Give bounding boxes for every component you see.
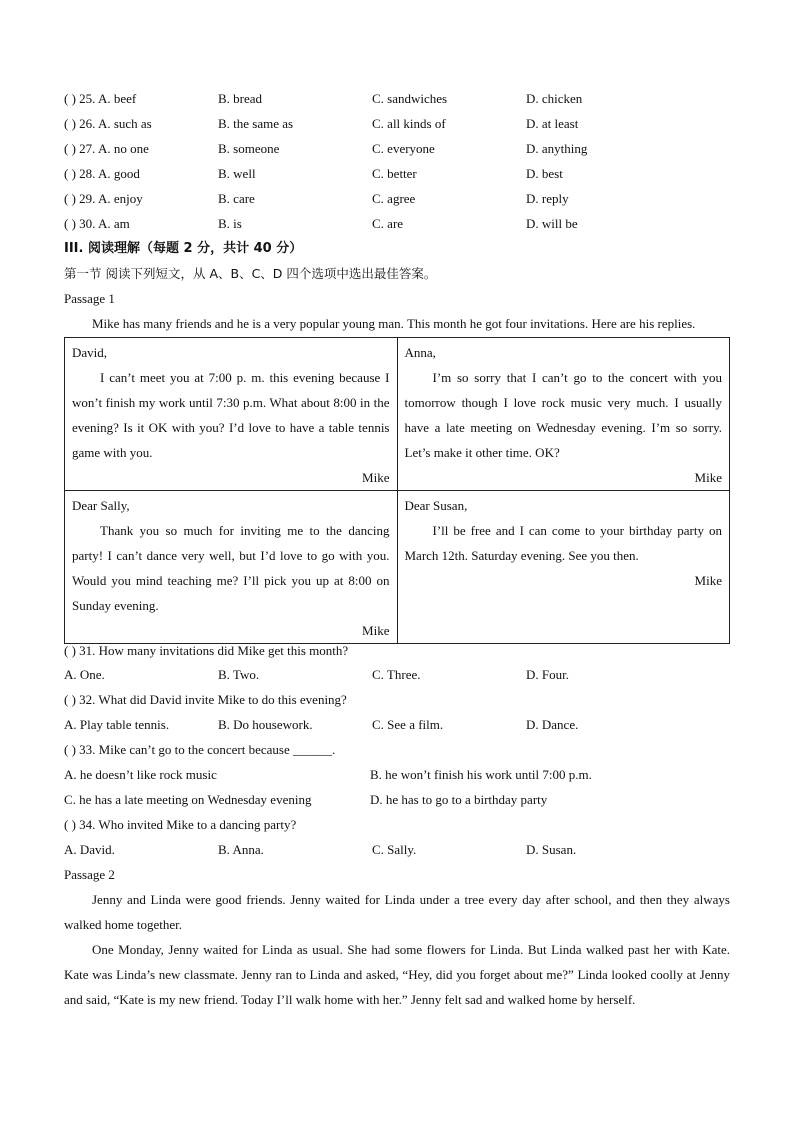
option-d: D. anything: [526, 141, 588, 156]
option-c: C. better: [372, 166, 417, 181]
option-b: B. Do housework.: [218, 717, 313, 732]
question-number: ( ) 25. A. beef: [64, 91, 137, 106]
letter-salutation: Anna,: [404, 345, 436, 360]
question-33-options-cd: [64, 791, 730, 809]
option-c: C. all kinds of: [372, 116, 446, 131]
letter-salutation: David,: [72, 345, 108, 360]
question-32-options: [64, 716, 730, 734]
passage2-paragraph-1: Jenny and Linda were good friends. Jenny waited for Linda under a tree every day after school, and then they always walked home together.: [64, 892, 730, 932]
question-31-options: [64, 666, 730, 684]
letter-salutation: Dear Susan,: [404, 498, 468, 513]
question-34-stem: ( ) 34. Who invited Mike to a dancing party?: [64, 817, 297, 832]
option-c: C. See a film.: [372, 717, 444, 732]
letter-salutation: Dear Sally,: [72, 498, 130, 513]
option-b: B. someone: [218, 141, 280, 156]
option-b: B. bread: [218, 91, 263, 106]
option-b: B. Anna.: [218, 842, 264, 857]
cloze-item-28: [64, 165, 730, 183]
option-c: C. he has a late meeting on Wednesday evening: [64, 792, 312, 807]
letter-anna: [397, 338, 730, 491]
option-b: B. well: [218, 166, 256, 181]
option-d: D. he has to go to a birthday party: [370, 792, 548, 807]
option-a: A. David.: [64, 842, 115, 857]
option-a: A. Play table tennis.: [64, 717, 170, 732]
section-subheading: 第一节 阅读下列短文，从 A、B、C、D 四个选项中选出最佳答案。: [64, 266, 437, 281]
letter-signature: Mike: [694, 470, 722, 485]
question-number: ( ) 26. A. such as: [64, 116, 152, 131]
cloze-item-29: [64, 190, 730, 208]
question-number: ( ) 28. A. good: [64, 166, 140, 181]
option-d: D. at least: [526, 116, 579, 131]
letter-signature: Mike: [362, 623, 390, 638]
letter-body: I’m so sorry that I can’t go to the concert with you tomorrow though I love rock music very much. I usually have a late meeting on Wednesday evening. I’m so sorry. Let’s make it other time. OK?: [404, 370, 722, 460]
letters-table: [64, 337, 730, 644]
option-b: B. the same as: [218, 116, 294, 131]
question-33-options-ab: [64, 766, 730, 784]
option-d: D. Dance.: [526, 717, 579, 732]
letter-body: I can’t meet you at 7:00 p. m. this evening because I won’t finish my work until 7:30 p.m. What about 8:00 in the evening? Is it OK with you? I’d love to have a table tennis game with you.: [72, 370, 390, 460]
option-a: A. he doesn’t like rock music: [64, 767, 217, 782]
question-number: ( ) 29. A. enjoy: [64, 191, 143, 206]
option-d: D. best: [526, 166, 563, 181]
letter-david: [65, 338, 398, 491]
option-d: D. Susan.: [526, 842, 577, 857]
question-number: ( ) 27. A. no one: [64, 141, 149, 156]
question-34-options: [64, 841, 730, 859]
passage2-paragraph-2: One Monday, Jenny waited for Linda as usual. She had some flowers for Linda. But Linda walked past her with Kate. Kate was Linda’s new classmate. Jenny ran to Linda and asked, “Hey, did you forget about me?” Linda looked coolly at Jenny and said, “Kate is my new friend. Today I’ll walk home with her.” Jenny felt sad and walked home by herself.: [64, 942, 730, 1007]
passage1-intro: Mike has many friends and he is a very popular young man. This month he got four invitations. Here are his replies.: [92, 316, 696, 331]
question-33-stem: ( ) 33. Mike can’t go to the concert because ______.: [64, 742, 336, 757]
option-d: D. will be: [526, 216, 578, 231]
passage2-title: Passage 2: [64, 867, 115, 882]
letter-signature: Mike: [362, 470, 390, 485]
option-d: D. chicken: [526, 91, 583, 106]
option-b: B. care: [218, 191, 255, 206]
passage1-title: Passage 1: [64, 291, 115, 306]
cloze-item-30: [64, 215, 730, 233]
cloze-item-27: [64, 140, 730, 158]
option-b: B. he won’t finish his work until 7:00 p.m.: [370, 767, 592, 782]
letter-signature: Mike: [694, 573, 722, 588]
option-a: A. One.: [64, 667, 105, 682]
letter-susan: [397, 491, 730, 644]
option-c: C. everyone: [372, 141, 435, 156]
cloze-item-25: [64, 90, 730, 108]
option-b: B. Two.: [218, 667, 260, 682]
option-c: C. are: [372, 216, 404, 231]
option-d: D. reply: [526, 191, 569, 206]
question-number: ( ) 30. A. am: [64, 216, 130, 231]
option-c: C. Sally.: [372, 842, 417, 857]
section-heading: III. 阅读理解（每题 2 分，共计 40 分）: [64, 241, 303, 256]
option-c: C. sandwiches: [372, 91, 448, 106]
letter-sally: [65, 491, 398, 644]
option-b: B. is: [218, 216, 242, 231]
letter-body: Thank you so much for inviting me to the dancing party! I can’t dance very well, but I’d love to go with you. Would you mind teaching me? I’ll pick you up at 8:00 on Sunday evening.: [72, 523, 390, 613]
option-c: C. Three.: [372, 667, 421, 682]
question-32-stem: ( ) 32. What did David invite Mike to do this evening?: [64, 692, 347, 707]
option-c: C. agree: [372, 191, 416, 206]
letter-body: I’ll be free and I can come to your birthday party on March 12th. Saturday evening. See you then.: [404, 523, 722, 563]
option-d: D. Four.: [526, 667, 569, 682]
cloze-item-26: [64, 115, 730, 133]
question-31-stem: ( ) 31. How many invitations did Mike get this month?: [64, 643, 349, 658]
